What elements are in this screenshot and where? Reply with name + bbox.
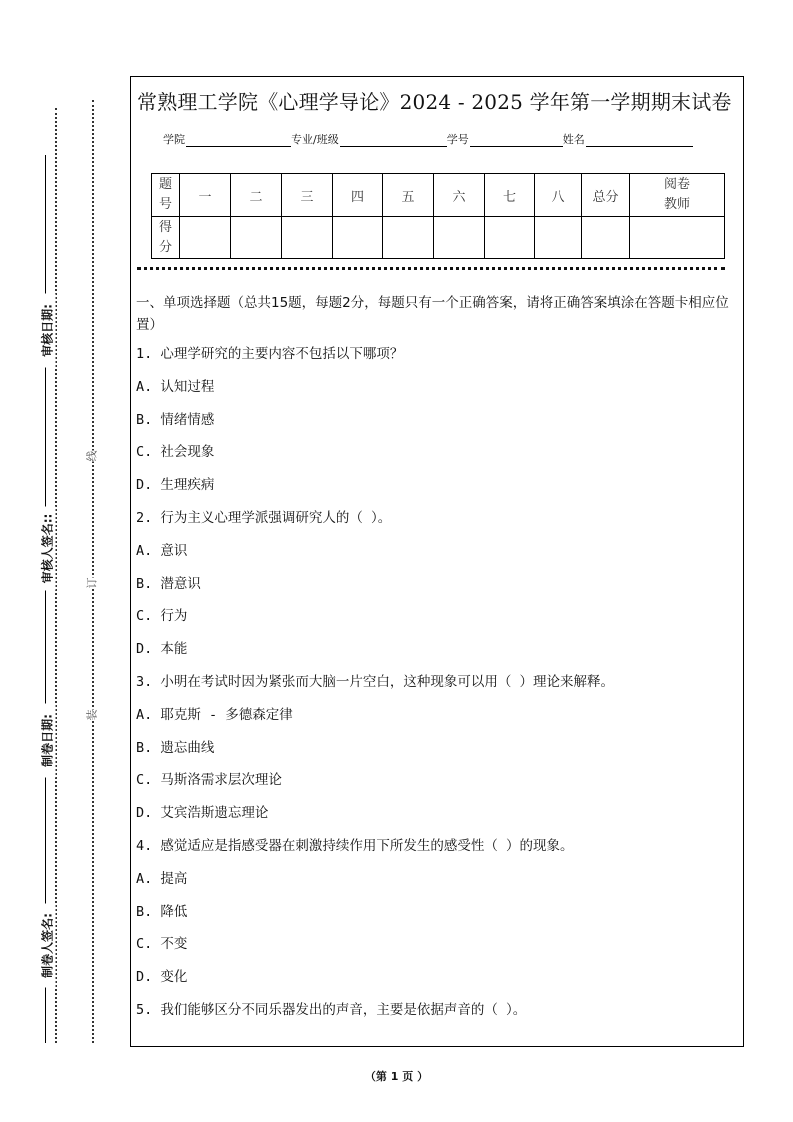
row-label-score: 得分	[152, 217, 180, 259]
binding-dotted-line-outer	[92, 100, 94, 1043]
score-cell-grader[interactable]	[630, 217, 725, 259]
question-2	[136, 508, 736, 672]
score-cell-4[interactable]	[333, 217, 383, 259]
section-1-title: 一、单项选择题（总共15题，每题2分，每题只有一个正确答案，请将正确答案填涂在答题卡相应位置）	[136, 295, 729, 333]
col-header-8: 八	[535, 174, 582, 217]
score-cell-1[interactable]	[180, 217, 231, 259]
score-cell-2[interactable]	[231, 217, 282, 259]
student-info-row	[163, 131, 693, 147]
question-stem: 2. 行为主义心理学派强调研究人的（ ）。	[136, 509, 392, 526]
question-number-row	[152, 174, 725, 217]
option-a: A. 耶克斯 - 多德森定律	[136, 706, 293, 723]
option-d: D. 艾宾浩斯遗忘理论	[136, 805, 269, 822]
option-a: A. 认知过程	[136, 378, 215, 395]
option-a: A. 提高	[136, 870, 188, 887]
exam-content	[136, 292, 736, 1033]
question-4	[136, 836, 736, 1000]
option-c: C. 不变	[136, 936, 188, 953]
question-stem: 3. 小明在考试时因为紧张而大脑一片空白，这种现象可以用（ ）理论来解释。	[136, 673, 615, 690]
college-label: 学院	[163, 133, 185, 146]
option-b: B. 遗忘曲线	[136, 739, 215, 756]
binding-mark-bind: 装	[82, 710, 102, 721]
question-5	[136, 1000, 736, 1033]
option-d: D. 生理疾病	[136, 477, 215, 494]
col-header-5: 五	[383, 174, 434, 217]
question-1	[136, 344, 736, 508]
name-label: 姓名	[562, 133, 585, 146]
option-b: B. 情绪情感	[136, 411, 215, 428]
row-label-question-number: 题号	[152, 174, 180, 217]
question-3	[136, 672, 736, 836]
score-table	[151, 173, 725, 259]
score-cell-3[interactable]	[282, 217, 333, 259]
question-stem: 5. 我们能够区分不同乐器发出的声音，主要是依据声音的（ ）。	[136, 1001, 527, 1018]
col-header-2: 二	[231, 174, 282, 217]
major-class-label: 专业/班级	[291, 133, 339, 146]
col-header-grader: 阅卷教师	[630, 174, 725, 217]
option-c: C. 马斯洛需求层次理论	[136, 772, 282, 789]
option-a: A. 意识	[136, 542, 188, 559]
option-d: D. 本能	[136, 641, 188, 658]
binding-mark-staple: 订	[82, 578, 102, 589]
name-field[interactable]	[586, 132, 693, 147]
section-divider	[137, 267, 725, 270]
score-cell-6[interactable]	[434, 217, 485, 259]
score-cell-7[interactable]	[485, 217, 535, 259]
option-d: D. 变化	[136, 969, 188, 986]
option-c: C. 行为	[136, 608, 188, 625]
score-cell-total[interactable]	[582, 217, 630, 259]
binding-mark-line: 线	[82, 451, 102, 462]
reviewer-signature-label: 审核人签名::	[39, 507, 56, 591]
score-cell-8[interactable]	[535, 217, 582, 259]
question-stem: 4. 感觉适应是指感受器在刺激持续作用下所发生的感受性（ ）的现象。	[136, 837, 574, 854]
page-number: （第 1 页 ）	[364, 1070, 429, 1083]
col-header-7: 七	[485, 174, 535, 217]
option-b: B. 潜意识	[136, 575, 201, 592]
paper-date-label: 制卷日期:	[39, 704, 56, 778]
col-header-total: 总分	[582, 174, 630, 217]
question-stem: 1. 心理学研究的主要内容不包括以下哪项？	[136, 346, 404, 362]
college-field[interactable]	[186, 132, 291, 147]
student-id-label: 学号	[446, 133, 469, 146]
option-c: C. 社会现象	[136, 444, 215, 461]
student-id-field[interactable]	[470, 132, 563, 147]
exam-title: 常熟理工学院《心理学导论》2024 - 2025 学年第一学期期末试卷	[137, 90, 732, 114]
col-header-1: 一	[180, 174, 231, 217]
col-header-4: 四	[333, 174, 383, 217]
score-cell-5[interactable]	[383, 217, 434, 259]
col-header-6: 六	[434, 174, 485, 217]
score-row	[152, 217, 725, 259]
paper-maker-signature-label: 制卷人签名:	[39, 904, 56, 988]
col-header-3: 三	[282, 174, 333, 217]
major-class-field[interactable]	[340, 132, 447, 147]
review-date-label: 审核日期:	[39, 294, 56, 368]
option-b: B. 降低	[136, 903, 188, 920]
